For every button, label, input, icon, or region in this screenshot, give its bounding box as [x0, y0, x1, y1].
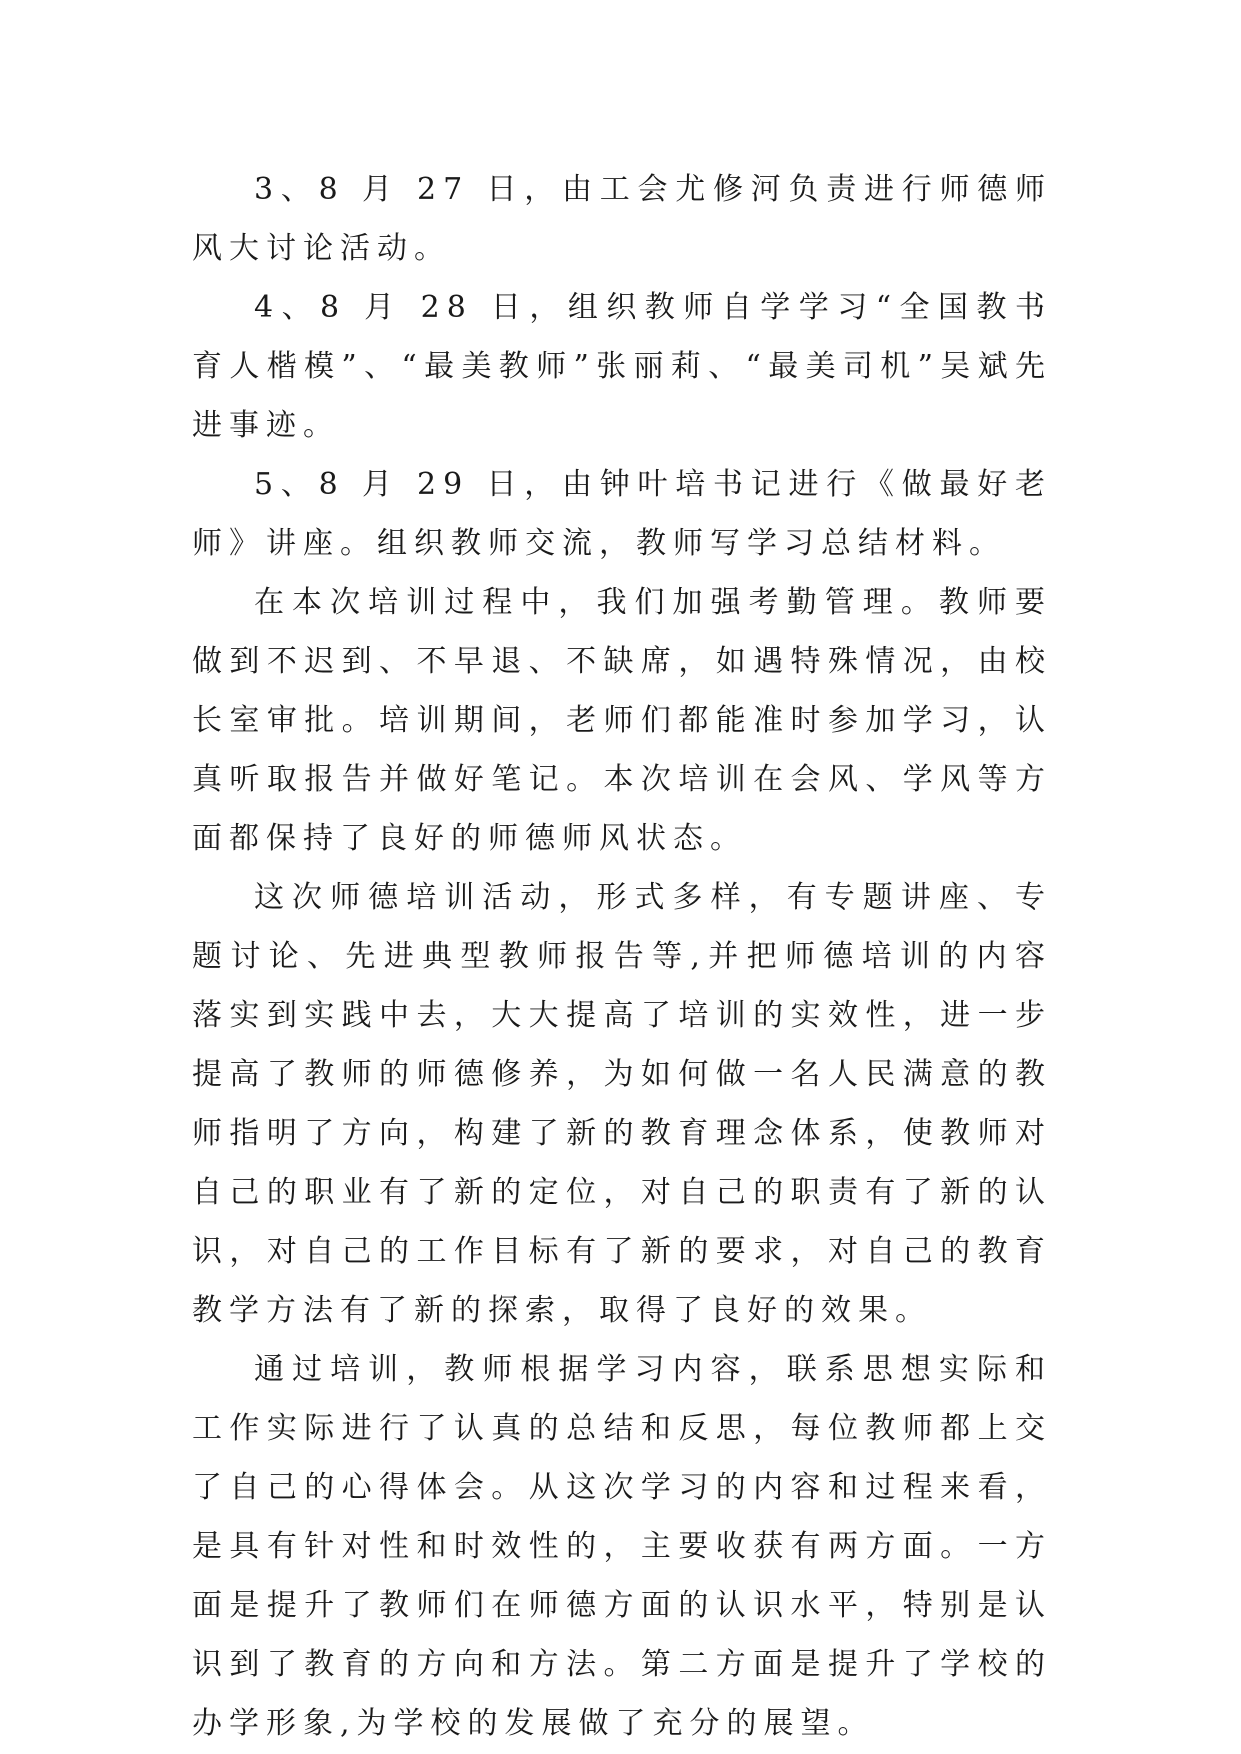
- paragraph-item-3: 3、8 月 27 日，由工会尤修河负责进行师德师风大讨论活动。: [192, 172, 1052, 266]
- paragraph-activity-summary: 这次师德培训活动，形式多样，有专题讲座、专题讨论、先进典型教师报告等,并把师德培训的内容落实到实践中去，大大提高了培训的实效性，进一步提高了教师的师德修养，为如何做一名人民满意的教师指明了方向，构建了新的教育理念体系，使教师对自己的职业有了新的定位，对自己的职责有了新的认识，对自己的工作目标有了新的要求，对自己的教育教学方法有了新的探索，取得了良好的效果。: [192, 880, 1052, 1328]
- paragraph-item-5: 5、8 月 29 日，由钟叶培书记进行《做最好老师》讲座。组织教师交流，教师写学习总结材料。: [192, 467, 1052, 561]
- paragraph-outcomes: 通过培训，教师根据学习内容，联系思想实际和工作实际进行了认真的总结和反思，每位教师都上交了自己的心得体会。从这次学习的内容和过程来看，是具有针对性和时效性的，主要收获有两方面。一方面是提升了教师们在师德方面的认识水平，特别是认识到了教育的方向和方法。第二方面是提升了学校的办学形象,为学校的发展做了充分的展望。: [192, 1352, 1052, 1741]
- paragraph-attendance: 在本次培训过程中，我们加强考勤管理。教师要做到不迟到、不早退、不缺席，如遇特殊情况，由校长室审批。培训期间，老师们都能准时参加学习，认真听取报告并做好笔记。本次培训在会风、学风等方面都保持了良好的师德师风状态。: [192, 585, 1052, 856]
- document-body: [192, 160, 1052, 1753]
- paragraph-item-4: 4、8 月 28 日，组织教师自学学习“全国教书育人楷模”、“最美教师”张丽莉、“最美司机”吴斌先进事迹。: [192, 290, 1052, 443]
